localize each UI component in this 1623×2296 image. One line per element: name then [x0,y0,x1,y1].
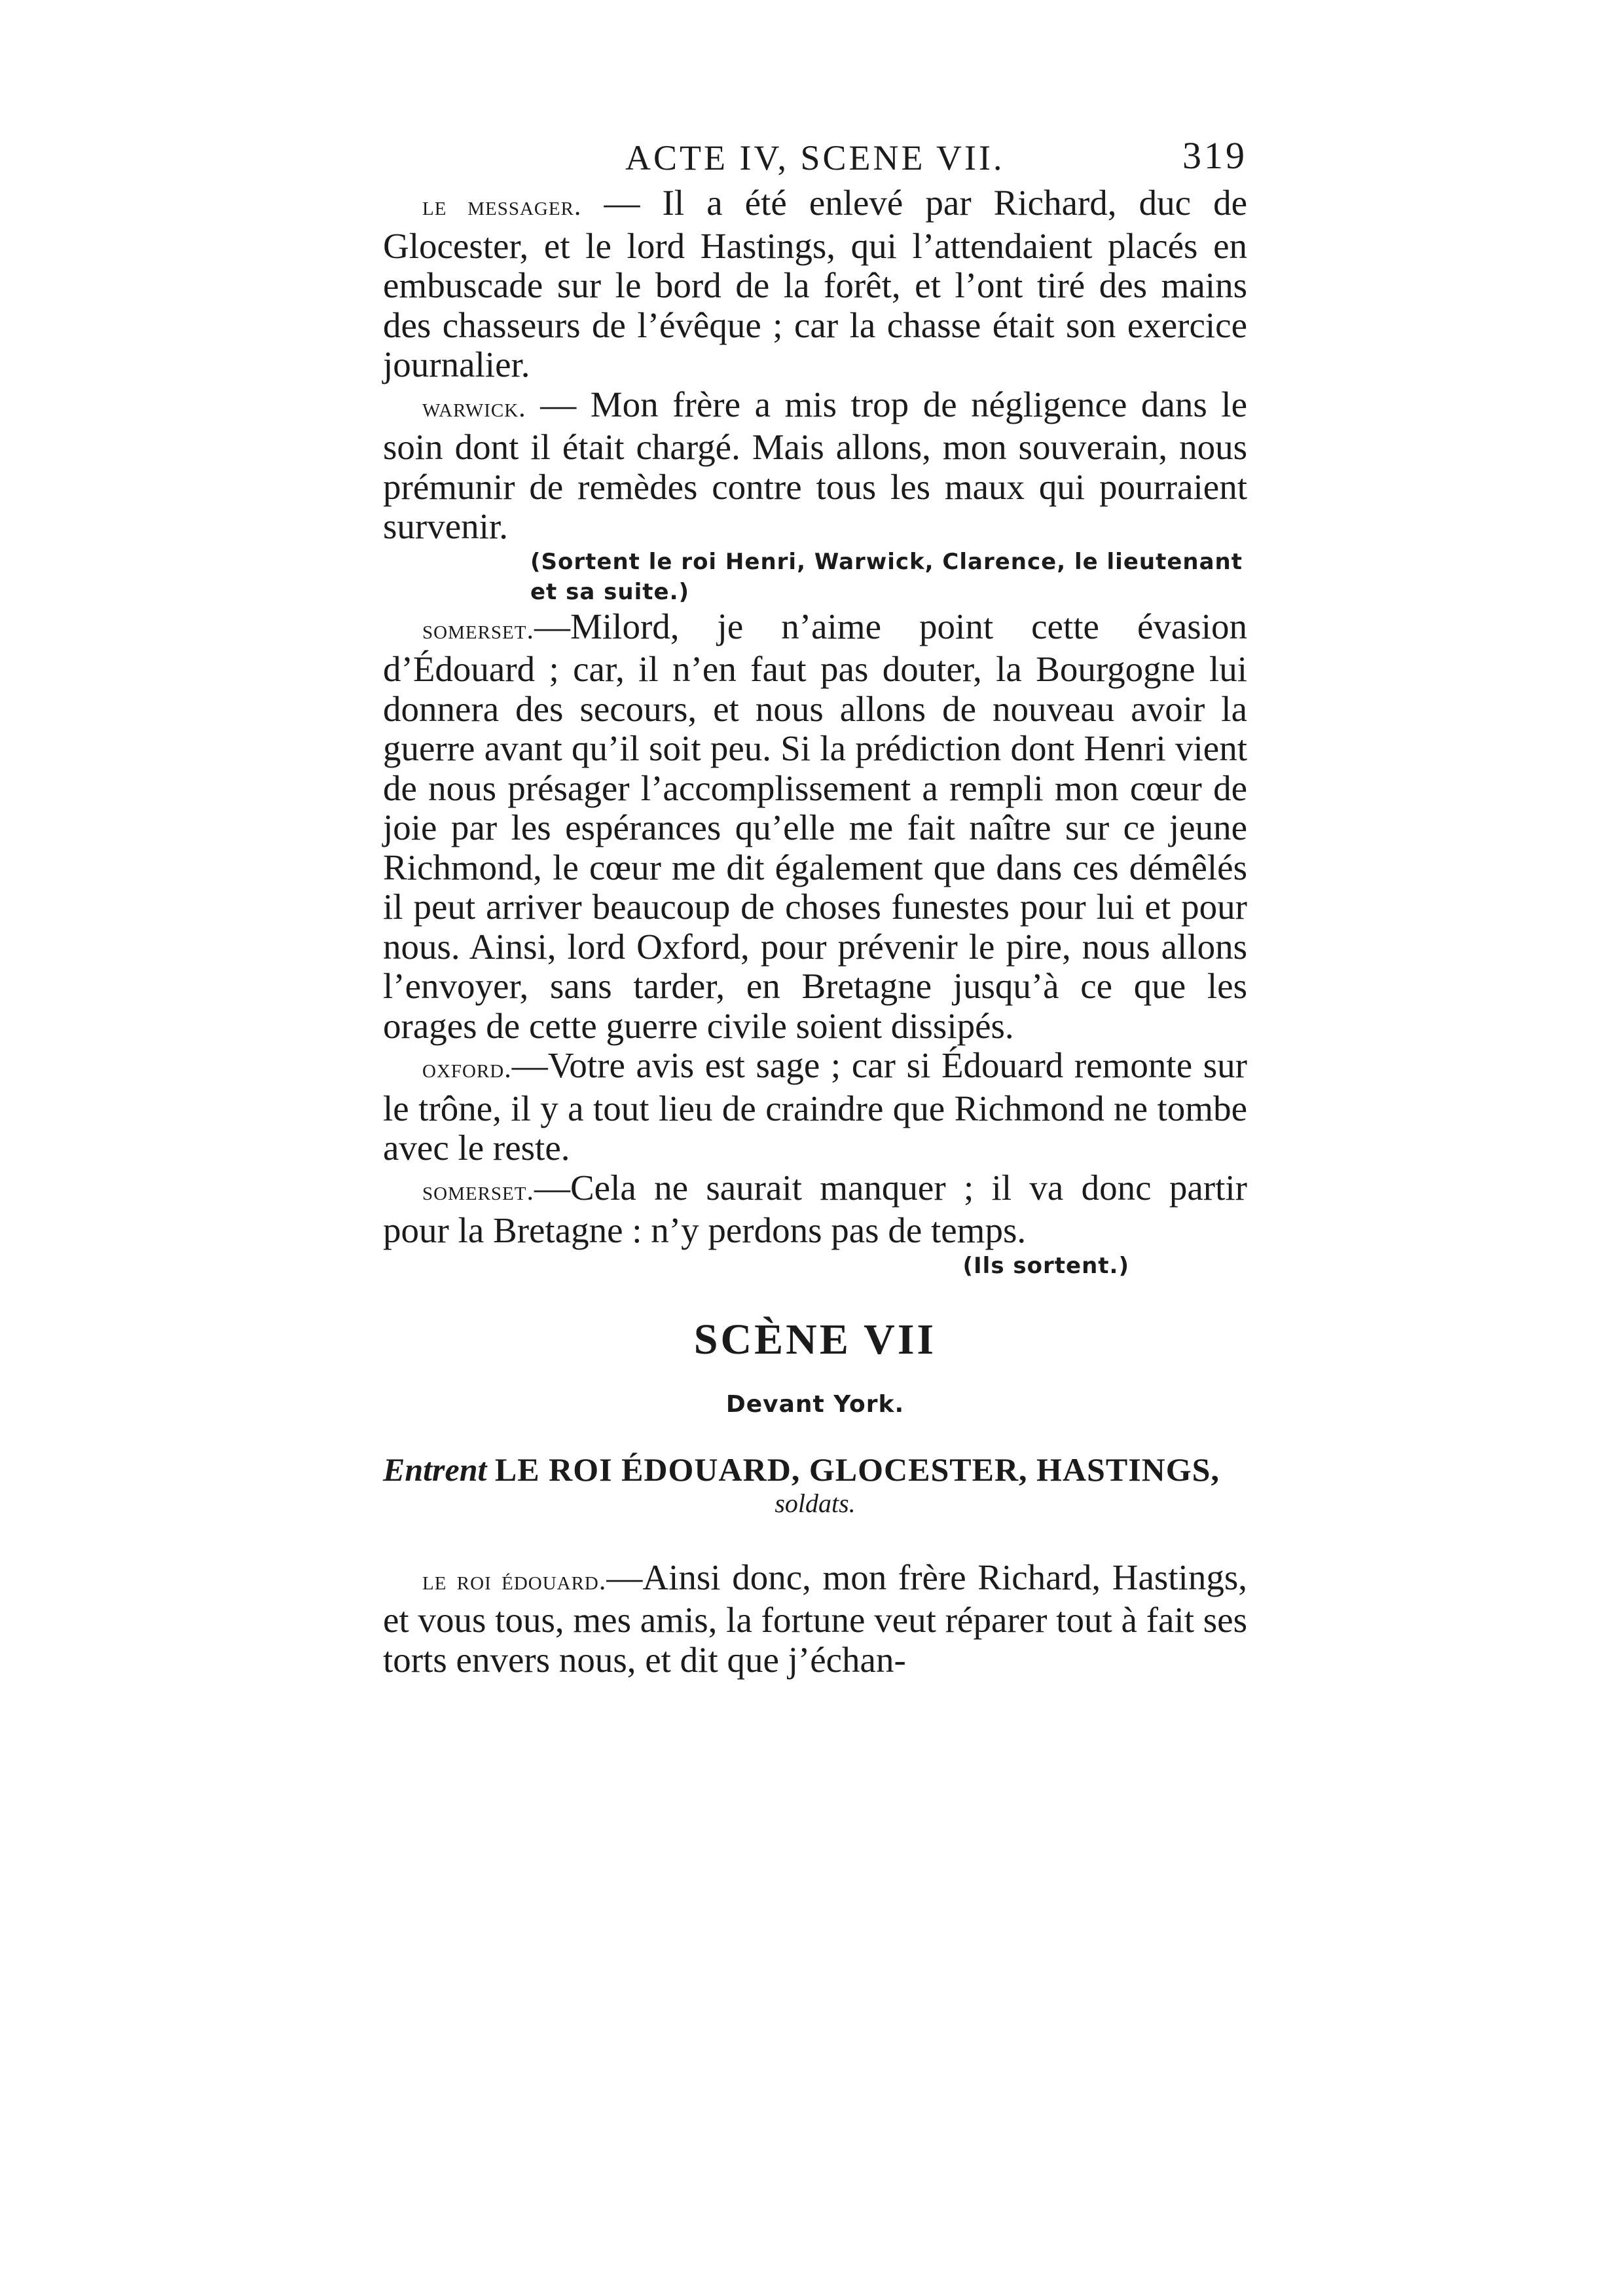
speaker-name: warwick. [422,392,526,423]
speaker-name: le messager. [422,191,582,221]
page-number: 319 [1182,134,1247,177]
speaker-name: somerset. [422,614,534,645]
stage-direction-exit: (Sortent le roi Henri, Warwick, Clarence, le lieutenant et sa suite.) [530,548,1243,605]
speech-text: —Cela ne saurait manquer ; il va donc partir pour la Bretagne : n’y perdons pas de temps. [383,1167,1247,1250]
page-header [383,131,1247,183]
speech-text: —Ainsi donc, mon frère Richard, Hastings, et vous tous, mes amis, la fortune veut réparer tout à fait ses torts envers nous, et dit que j’échan- [383,1557,1247,1680]
speaker-name: le roi édouard. [422,1565,607,1596]
running-title: ACTE IV, SCENE VII. [625,138,1005,177]
speaker-name: oxford. [422,1054,512,1084]
scene-place: Devant York. [725,1390,905,1418]
scene-title: SCÈNE VII [693,1315,937,1363]
speech-text: —Votre avis est sage ; car si Édouard remonte sur le trône, il y a tout lieu de craindre que Richmond ne tombe avec le reste. [383,1045,1247,1168]
speech-king-edward [383,1558,1247,1680]
speech-oxford [383,1046,1247,1168]
speech-text: — Mon frère a mis trop de négligence dans le soin dont il était chargé. Mais allons, mon souverain, nous prémunir de remèdes contre tous les maux qui pourraient survenir. [383,384,1247,546]
speech-text: — Il a été enlevé par Richard, duc de Glocester, et le lord Hastings, qui l’attendaient placés en embuscade sur le bord de la forêt, et l’ont tiré des mains des chasseurs de l’évêque ; car la chasse était son exercice journalier. [383,183,1247,384]
entry-names: LE ROI ÉDOUARD, GLOCESTER, HASTINGS, [494,1451,1220,1488]
book-page [383,131,1247,1680]
speech-text: —Milord, je n’aime point cette évasion d’Édouard ; car, il n’en faut pas douter, la Bourgogne lui donnera des secours, et nous allons de nouveau avoir la guerre avant qu’il soit peu. Si la prédiction dont Henri vient de nous présager l’accomplissement a rempli mon cœur de joie par les espérances qu’elle me fait naître sur ce jeune Richmond, le cœur me dit également que dans ces démêlés il peut arriver beaucoup de choses funestes pour lui et pour nous. Ainsi, lord Oxford, pour prévenir le pire, nous allons l’envoyer, sans tarder, en Bretagne jusqu’à ce que les orages de cette guerre civile soient dissipés. [383,606,1247,1046]
speaker-name: somerset. [422,1176,534,1206]
speech-somerset-2 [383,1168,1247,1251]
spacer [383,1519,1247,1558]
entry-word: Entrent [383,1451,487,1488]
entry-soldiers: soldats. [775,1488,856,1518]
speech-somerset [383,607,1247,1046]
entry-direction [383,1451,1247,1489]
stage-direction-they-exit: (Ils sortent.) [962,1252,1129,1279]
speech-warwick [383,385,1247,547]
speech-messenger [383,183,1247,385]
